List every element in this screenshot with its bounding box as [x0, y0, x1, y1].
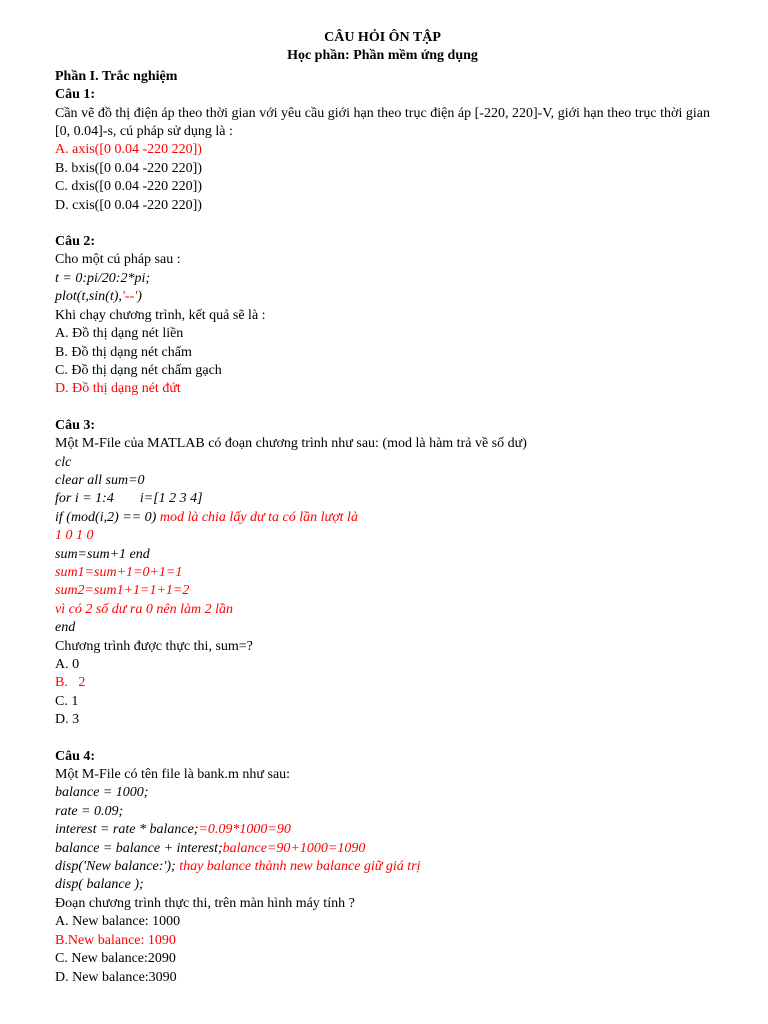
section-heading: Phần I. Trắc nghiệm	[55, 68, 178, 84]
q2-option-d: D. Đồ thị dạng nét đứt	[55, 381, 181, 397]
q1-option-d: D. cxis([0 0.04 -220 220])	[55, 197, 202, 213]
q2-code-line-1: t = 0:pi/20:2*pi;	[55, 270, 150, 286]
q4-code-disp-balance: disp( balance );	[55, 877, 144, 893]
q4-code-disp-label: disp('New balance:'); thay balance thành new balance giữ giá trị	[55, 859, 421, 875]
q3-heading: Câu 3:	[55, 417, 96, 433]
q3-code-for: for i = 1:4 i=[1 2 3 4]	[55, 491, 203, 507]
q2-option-a: A. Đồ thị dạng nét liền	[55, 326, 184, 342]
q3-option-c: C. 1	[55, 693, 79, 709]
q4-option-b: B.New balance: 1090	[55, 932, 176, 948]
q4-intro: Một M-File có tên file là bank.m như sau:	[55, 767, 291, 783]
q2-option-b: B. Đồ thị dạng nét chấm	[55, 344, 192, 360]
q4-code-balance: balance = 1000;	[55, 785, 149, 801]
q3-note-remainders: 1 0 1 0	[55, 528, 94, 544]
q3-prompt: Chương trình được thực thi, sum=?	[55, 638, 253, 654]
q2-intro: Cho một cú pháp sau :	[55, 252, 181, 268]
q1-heading: Câu 1:	[55, 87, 96, 103]
q3-code-clear: clear all sum=0	[55, 472, 145, 488]
q4-prompt: Đoạn chương trình thực thi, trên màn hình máy tính ?	[55, 895, 355, 911]
q3-note-sum2: sum2=sum1+1=1+1=2	[55, 583, 190, 599]
q4-code-interest: interest = rate * balance;=0.09*1000=90	[55, 822, 291, 838]
q4-code-balance-update: balance = balance + interest;balance=90+1000=1090	[55, 840, 366, 856]
q1-option-c: C. dxis([0 0.04 -220 220])	[55, 179, 202, 195]
q3-option-a: A. 0	[55, 657, 80, 672]
q3-option-d: D. 3	[55, 712, 80, 728]
q3-code-sum: sum=sum+1 end	[55, 546, 150, 562]
q2-heading: Câu 2:	[55, 234, 96, 250]
q4-code-rate: rate = 0.09;	[55, 803, 124, 819]
q2-prompt: Khi chạy chương trình, kết quả sẽ là :	[55, 307, 266, 323]
document-subtitle: Học phần: Phần mềm ứng dụng	[287, 48, 478, 64]
q4-option-d: D. New balance:3090	[55, 969, 177, 985]
q3-note-explain: vì có 2 số dư ra 0 nên làm 2 lần	[55, 601, 233, 617]
document-page	[55, 29, 710, 987]
q3-option-b: B. 2	[55, 675, 86, 691]
q4-heading: Câu 4:	[55, 748, 96, 764]
q1-option-a: A. axis([0 0.04 -220 220])	[55, 142, 202, 158]
q3-code-if: if (mod(i,2) == 0) mod là chia lấy dư ta có lần lượt là	[55, 509, 358, 525]
q2-code-line-2: plot(t,sin(t),'--')	[55, 289, 142, 305]
q1-text: Cần vẽ đồ thị điện áp theo thời gian với yêu cầu giới hạn theo trục điện áp [-220, 220]-V, giới hạn theo trục thời gian [0, 0.04]-s, cú pháp sử dụng là :	[55, 105, 710, 140]
q3-code-end: end	[55, 620, 76, 636]
q3-code-clc: clc	[55, 454, 72, 470]
q2-option-c: C. Đồ thị dạng nét chấm gạch	[55, 362, 222, 378]
q3-note-sum1: sum1=sum+1=0+1=1	[55, 564, 183, 580]
q4-option-a: A. New balance: 1000	[55, 914, 181, 930]
q4-option-c: C. New balance:2090	[55, 951, 176, 967]
q1-option-b: B. bxis([0 0.04 -220 220])	[55, 160, 202, 176]
document-title: CÂU HỎI ÔN TẬP	[324, 30, 441, 45]
q3-intro: Một M-File của MATLAB có đoạn chương trình như sau: (mod là hàm trả về số dư)	[55, 436, 527, 452]
